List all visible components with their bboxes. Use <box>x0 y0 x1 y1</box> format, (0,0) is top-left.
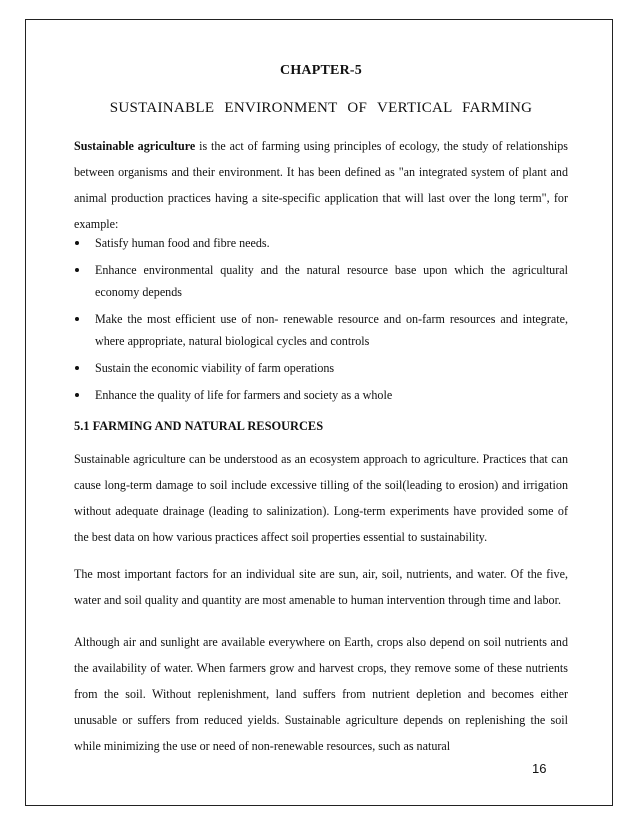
body-paragraph-2: The most important factors for an individual site are sun, air, soil, nutrients, and water. Of the five, water and soil quality and quantity are most amenable to human intervention through time and labor. <box>74 567 568 607</box>
page-number: 16 <box>532 761 547 776</box>
chapter-title: SUSTAINABLE ENVIRONMENT OF VERTICAL FARMING <box>109 100 533 116</box>
bullet-dot-icon <box>75 366 79 370</box>
bullet-text: Make the most efficient use of non- renewable resource and on-farm resources and integrate, where appropriate, natural biological cycles and controls <box>95 312 568 348</box>
bullet-text: Enhance environmental quality and the natural resource base upon which the agricultural economy depends <box>95 263 568 299</box>
bullet-dot-icon <box>75 241 79 245</box>
bullet-item <box>74 357 568 379</box>
chapter-number: CHAPTER-5 <box>280 63 362 78</box>
bullet-item <box>74 259 568 303</box>
bullet-item <box>74 384 568 406</box>
bullet-text: Sustain the economic viability of farm operations <box>95 361 335 375</box>
body-paragraph-1: Sustainable agriculture can be understood as an ecosystem approach to agriculture. Practices that can cause long-term damage to soil include excessive tilling of the soil(leading to erosion) and irrigation without adequate drainage (leading to salinization). Long-term experiments have provided some of the best data on how various practices affect soil properties essential to sustainability. <box>74 452 568 544</box>
intro-bold-term: Sustainable agriculture <box>74 139 196 153</box>
intro-paragraph <box>74 133 568 237</box>
bullet-dot-icon <box>75 268 79 272</box>
bullet-item <box>74 308 568 352</box>
section-heading: 5.1 FARMING AND NATURAL RESOURCES <box>74 419 324 433</box>
bullet-text: Enhance the quality of life for farmers and society as a whole <box>95 388 393 402</box>
bullet-dot-icon <box>75 393 79 397</box>
bullet-dot-icon <box>75 317 79 321</box>
bullet-list <box>74 232 568 411</box>
bullet-text: Satisfy human food and fibre needs. <box>95 236 270 250</box>
intro-text: is the act of farming using principles of ecology, the study of relationships between organisms and their environment. It has been defined as "an integrated system of plant and animal production practices having a site-specific application that will last over the long term", for example: <box>74 139 569 231</box>
bullet-item <box>74 232 568 254</box>
body-paragraph-3: Although air and sunlight are available everywhere on Earth, crops also depend on soil nutrients and the availability of water. When farmers grow and harvest crops, they remove some of these nutrients from the soil. Without replenishment, land suffers from nutrient depletion and becomes either unusable or suffers from reduced yields. Sustainable agriculture depends on replenishing the soil while minimizing the use or need of non-renewable resources, such as natural <box>74 635 568 753</box>
